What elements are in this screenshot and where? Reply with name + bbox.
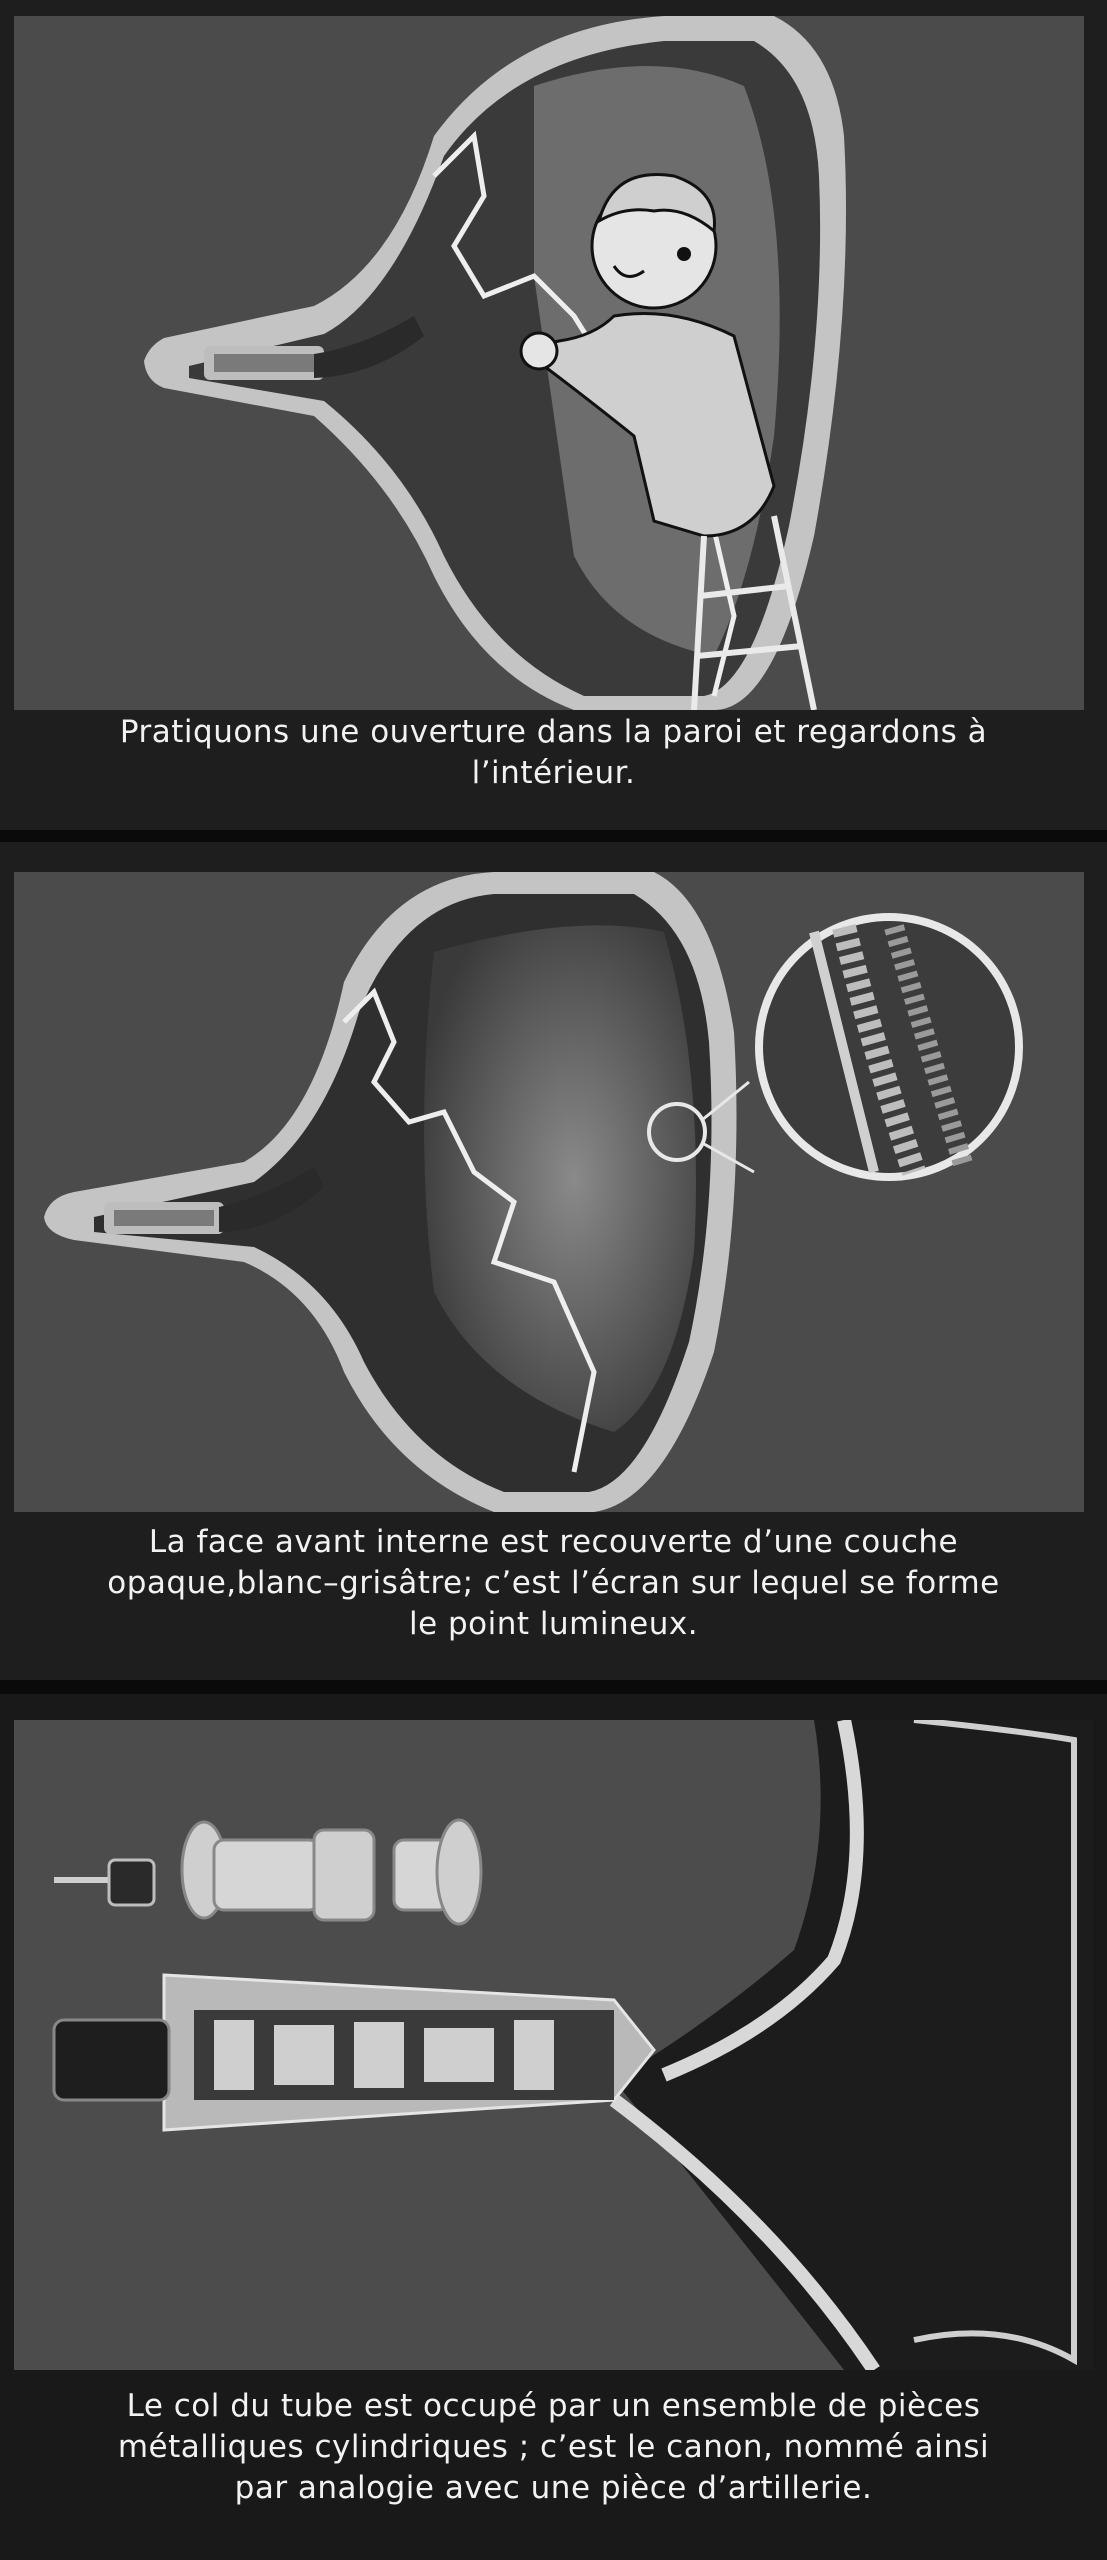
caption-line: Le col du tube est occupé par un ensemble de pièces <box>126 2388 981 2424</box>
caption-line: par analogie avec une pièce d’artillerie. <box>234 2470 873 2506</box>
frame-divider <box>0 830 1107 842</box>
caption-line: l’intérieur. <box>471 755 636 791</box>
crt-screen-coating-illustration <box>14 872 1084 1512</box>
crt-cutaway-boy-illustration <box>14 16 1084 710</box>
slide-frame-2 <box>0 842 1107 1680</box>
frame-2-caption <box>40 1522 1067 1645</box>
slide-frame-3 <box>0 1694 1107 2560</box>
frame-divider <box>0 1680 1107 1694</box>
electron-gun-illustration <box>14 1720 1094 2370</box>
caption-line: le point lumineux. <box>408 1606 699 1642</box>
slide-frame-1 <box>0 0 1107 830</box>
frame-3-caption <box>40 2386 1067 2509</box>
caption-line: métalliques cylindriques ; c’est le canon, nommé ainsi <box>117 2429 990 2465</box>
caption-line: Pratiquons une ouverture dans la paroi et regardons à <box>119 714 988 750</box>
frame-1-caption <box>40 712 1067 794</box>
caption-line: opaque,blanc–grisâtre; c’est l’écran sur lequel se forme <box>107 1565 1000 1601</box>
caption-line: La face avant interne est recouverte d’une couche <box>148 1524 959 1560</box>
